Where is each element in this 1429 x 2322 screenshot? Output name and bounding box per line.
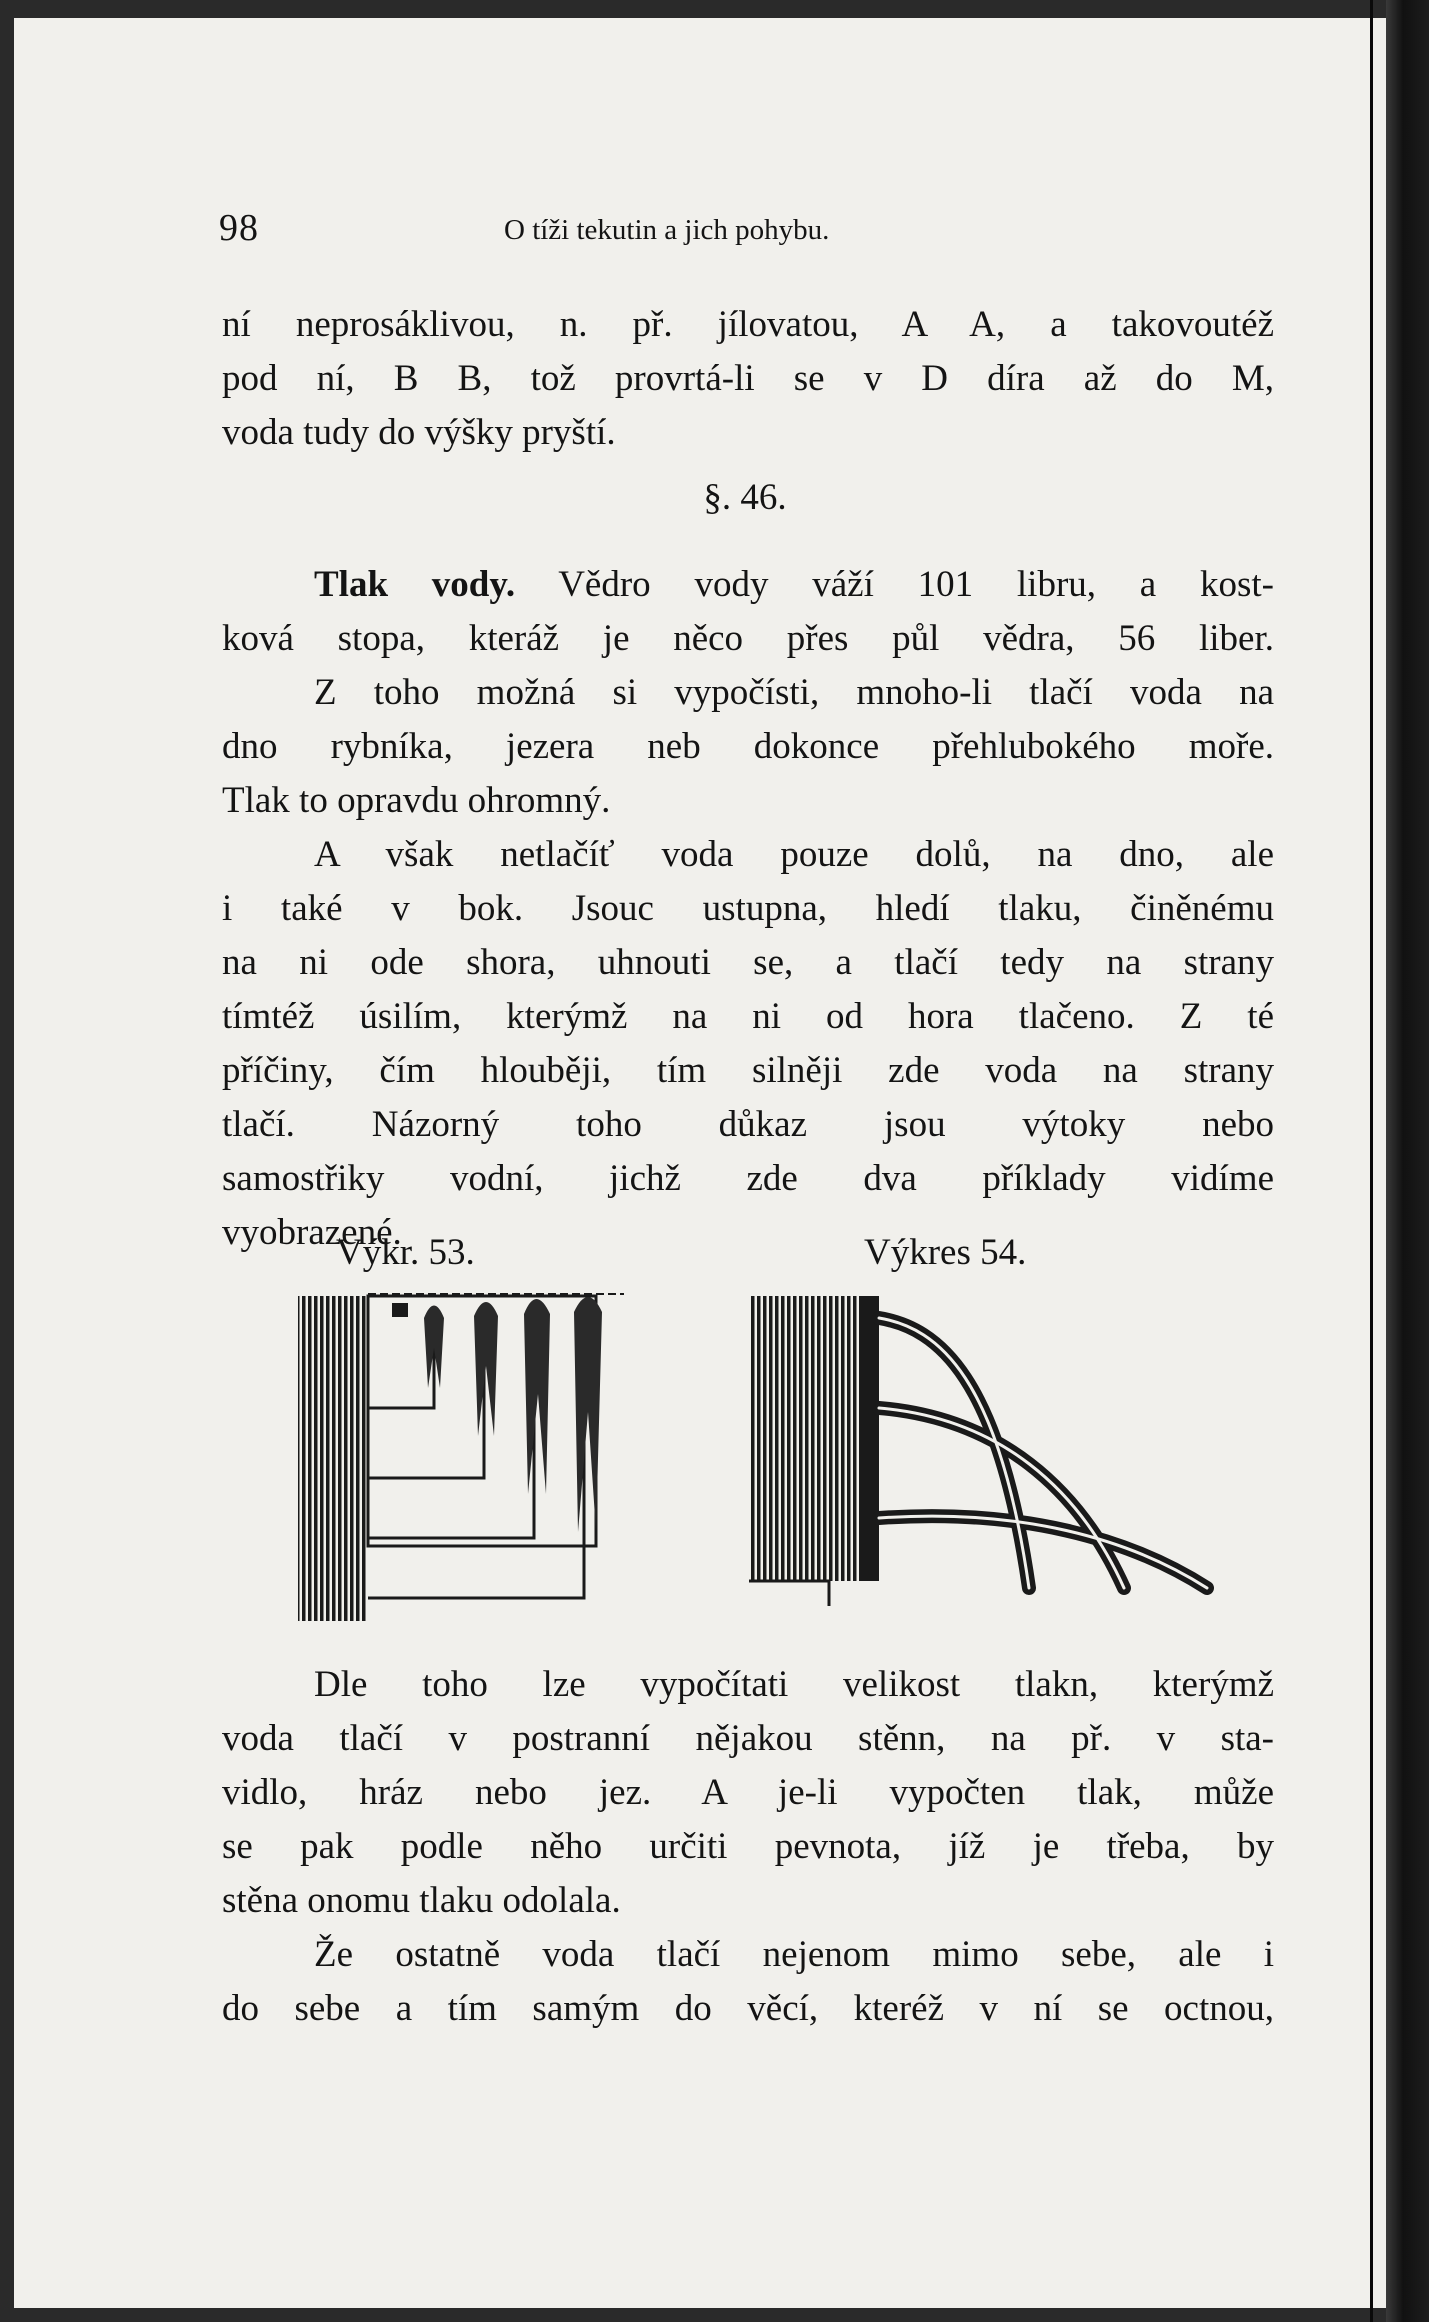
- page-header: [14, 206, 1386, 256]
- text-line: stěna onomu tlaku odolala.: [222, 1880, 621, 1921]
- paragraph-bocni-tlak: [222, 828, 1274, 1260]
- text-line: Tlak to opravdu ohromný.: [222, 780, 611, 821]
- text-line: vidlo, hráz nebo jez. A je-li vypočten tlak, může: [222, 1772, 1274, 1813]
- page-edge-shadow: [1370, 0, 1373, 2322]
- figure-54-illustration: [739, 1288, 1219, 1628]
- section-number: §. 46.: [703, 477, 787, 518]
- section-heading: Tlak vody.: [314, 564, 516, 605]
- text-line: voda tlačí v postranní nějakou stěnn, na př. v sta-: [222, 1718, 1274, 1759]
- figure-53-caption: Výkr. 53.: [336, 1232, 475, 1273]
- water-jets: [424, 1297, 602, 1532]
- text-line: [222, 558, 1274, 612]
- book-page: [14, 18, 1386, 2308]
- page-number: 98: [219, 207, 259, 249]
- book-spine-edge: [1386, 0, 1429, 2322]
- paragraph-tlak-vody: [222, 558, 1274, 828]
- text-line: samostřiky vodní, jichž zde dva příklady vidíme: [222, 1158, 1274, 1199]
- intro-paragraph: [222, 298, 1274, 460]
- text-line: A však netlačíť voda pouze dolů, na dno, ale: [314, 834, 1274, 875]
- text-line: Že ostatně voda tlačí nejenom mimo sebe, ale i: [314, 1934, 1274, 1975]
- text-line: na ni ode shora, uhnouti se, a tlačí tedy na strany: [222, 942, 1274, 983]
- figure-54-caption: Výkres 54.: [864, 1232, 1027, 1273]
- text-line: příčiny, čím hlouběji, tím silněji zde voda na strany: [222, 1050, 1274, 1091]
- text-line: ková stopa, kteráž je něco přes půl vědra, 56 liber.: [222, 618, 1274, 659]
- text-line: tlačí. Názorný toho důkaz jsou výtoky nebo: [222, 1104, 1274, 1145]
- water-jets: [879, 1318, 1207, 1588]
- text-line: Dle toho lze vypočítati velikost tlakn, kterýmž: [314, 1664, 1274, 1705]
- text-line: ní neprosáklivou, n. př. jílovatou, A A, a takovoutéž: [222, 304, 1274, 345]
- text-line: voda tudy do výšky pryští.: [222, 412, 616, 453]
- text-run: Vědro vody váží 101 libru, a kost-: [515, 564, 1274, 605]
- running-title: O tíži tekutin a jich pohybu.: [504, 214, 830, 246]
- text-line: tímtéž úsilím, kterýmž na ni od hora tlačeno. Z té: [222, 996, 1274, 1037]
- tank-wall: [298, 1296, 368, 1621]
- figure-53-illustration: [284, 1288, 644, 1648]
- text-line: pod ní, B B, tož provrtá-li se v D díra až do M,: [222, 358, 1274, 399]
- text-line: dno rybníka, jezera neb dokonce přehlubokého moře.: [222, 726, 1274, 767]
- text-line: vyobrazené.: [222, 1212, 402, 1253]
- text-line: Z toho možná si vypočísti, mnoho-li tlačí voda na: [314, 672, 1274, 713]
- text-line: se pak podle něho určiti pevnota, jíž je třeba, by: [222, 1826, 1274, 1867]
- paragraph-vypocet: [222, 1658, 1274, 1928]
- paragraph-uvnitr: [222, 1928, 1274, 2036]
- text-line: do sebe a tím samým do věcí, kteréž v ní se octnou,: [222, 1988, 1274, 2029]
- text-line: i také v bok. Jsouc ustupna, hledí tlaku, činěnému: [222, 888, 1274, 929]
